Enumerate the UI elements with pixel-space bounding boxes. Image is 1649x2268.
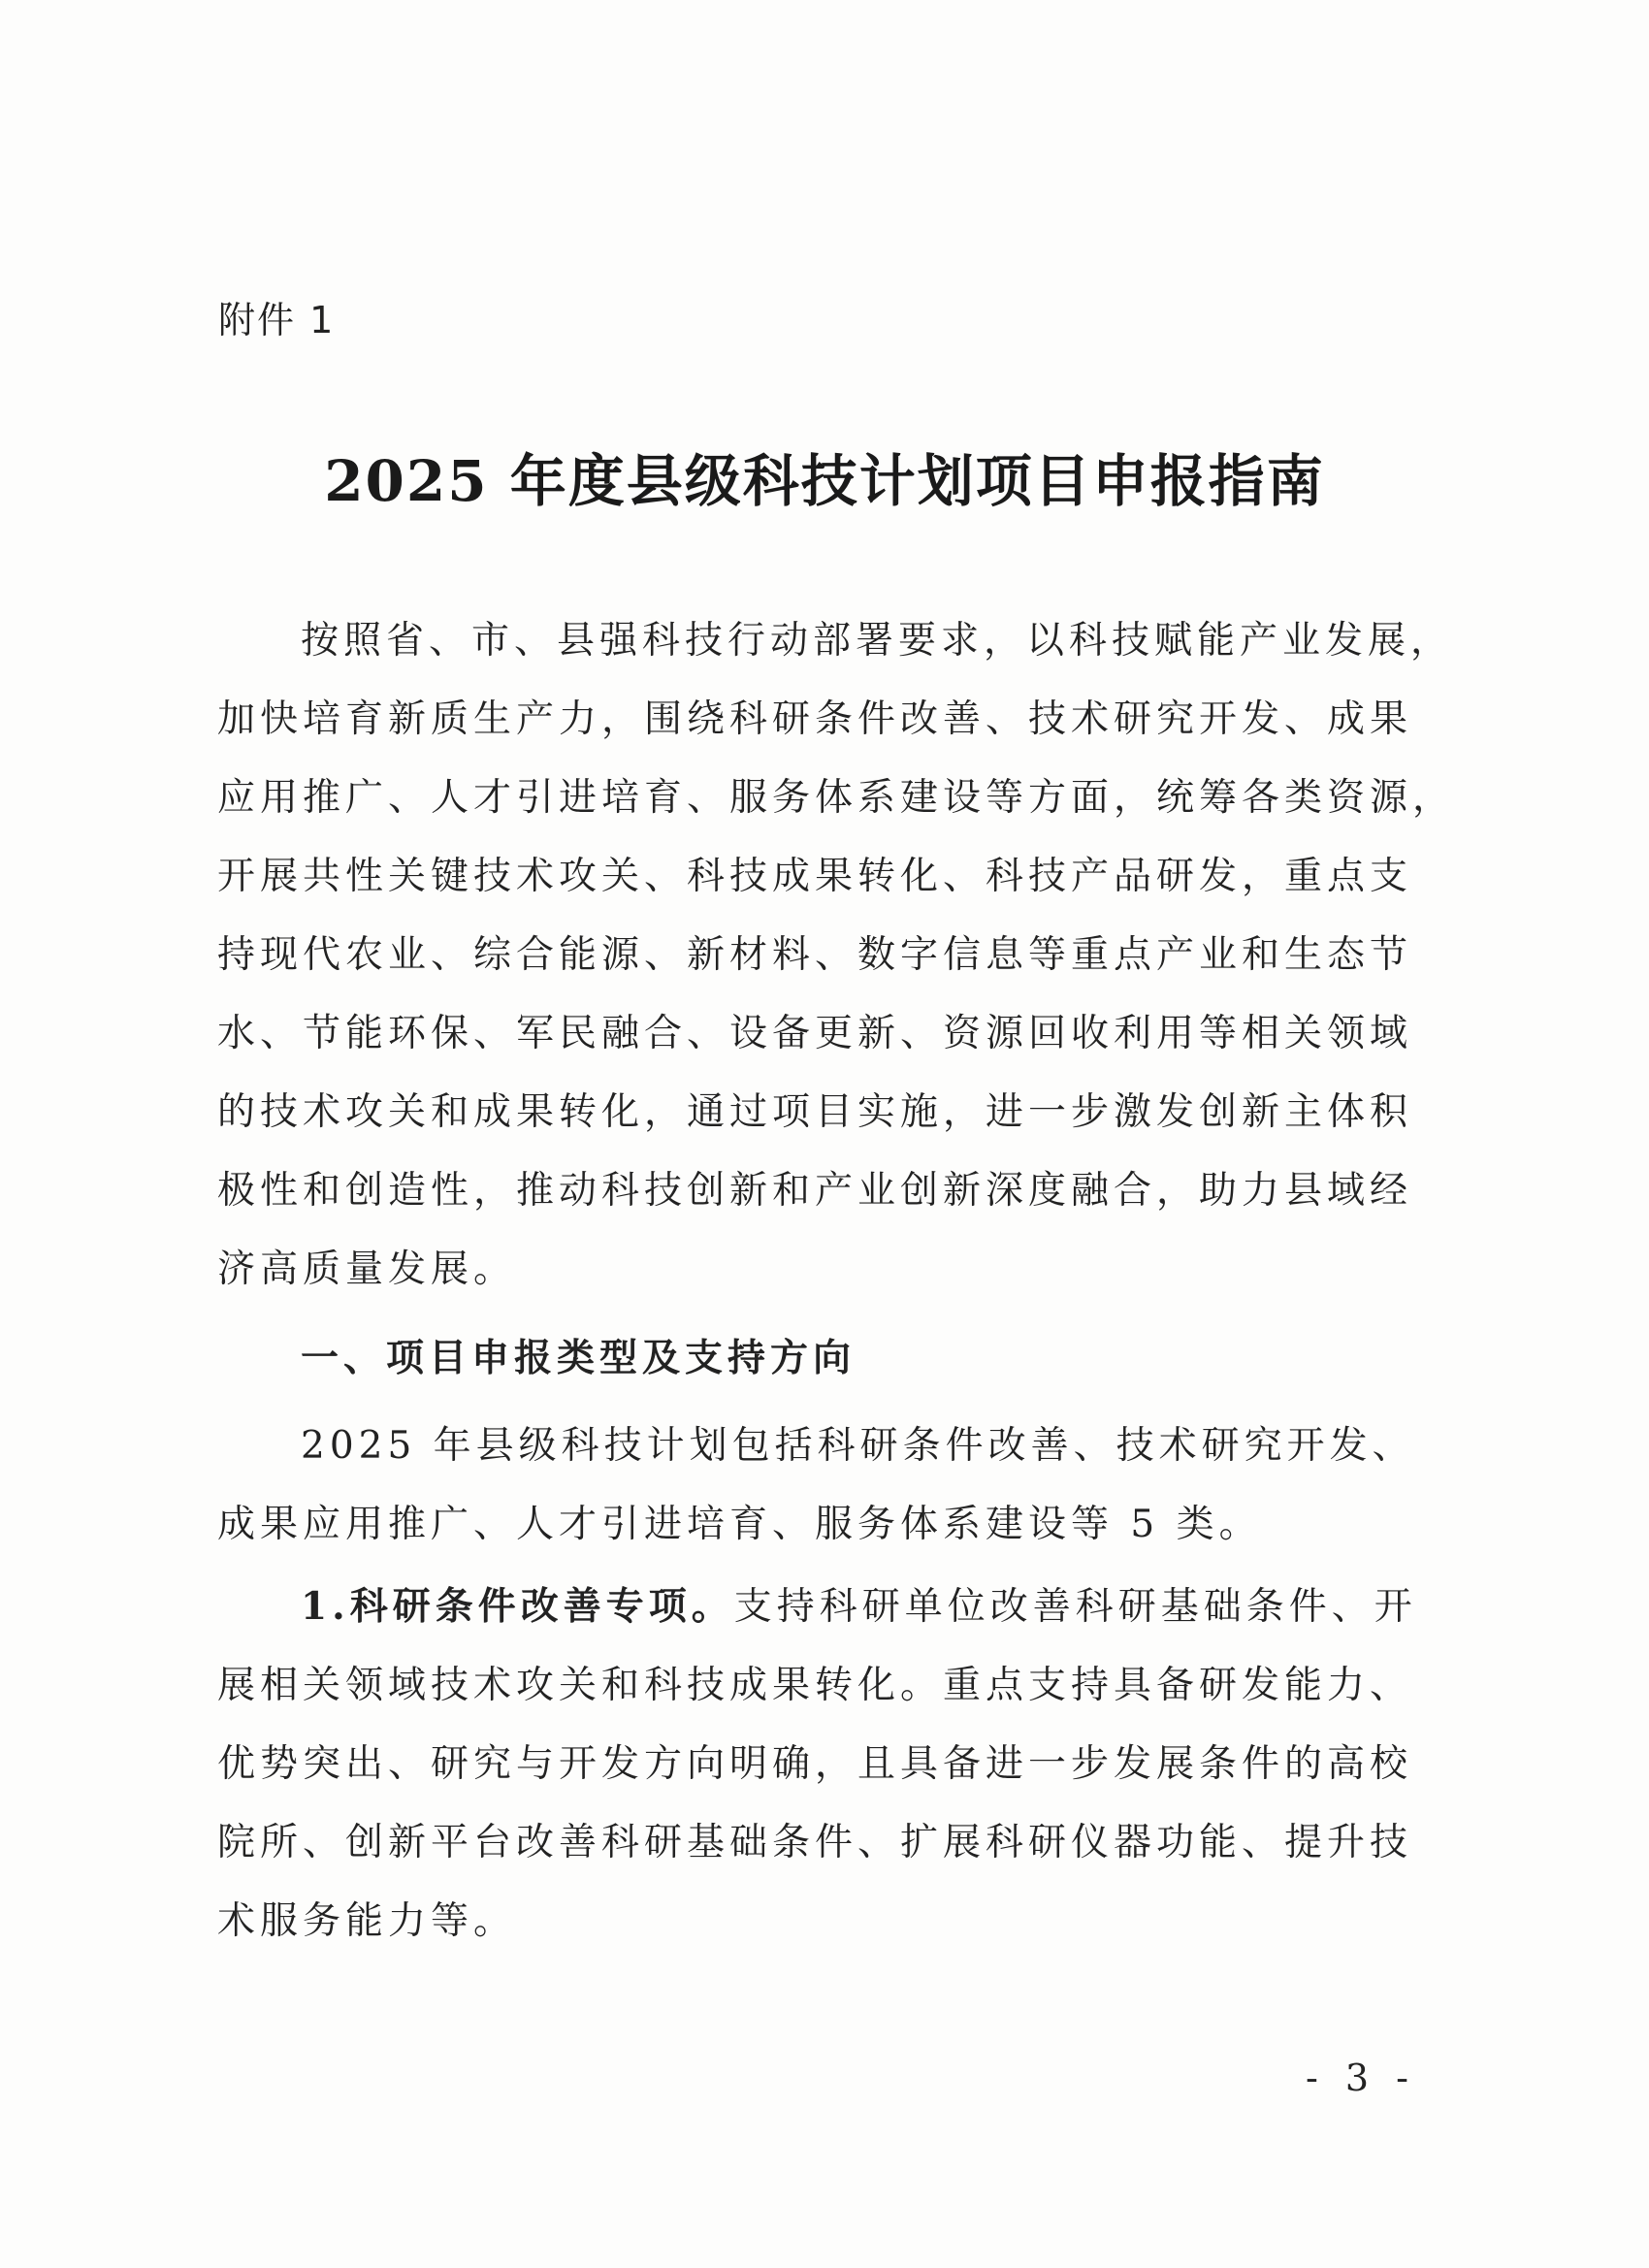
- intro-paragraph: [217, 601, 1456, 1309]
- section-heading: [217, 1319, 1420, 1398]
- intro-line: 水、节能环保、军民融合、设备更新、资源回收利用等相关领域: [217, 1012, 1413, 1055]
- item1-line: 展相关领域技术攻关和科技成果转化。重点支持具备研发能力、: [217, 1664, 1413, 1707]
- document-title: 2025 年度县级科技计划项目申报指南: [324, 448, 1325, 514]
- item1-lead: 1.科研条件改善专项。: [301, 1584, 734, 1629]
- item1-line: 院所、创新平台改善科研基础条件、扩展科研仪器功能、提升技: [217, 1821, 1413, 1864]
- item1-line: 术服务能力等。: [217, 1899, 517, 1943]
- section1-line: 2025 年县级科技计划包括科研条件改善、技术研究开发、: [301, 1424, 1415, 1468]
- intro-line: 的技术攻关和成果转化，通过项目实施，进一步激发创新主体积: [217, 1090, 1413, 1134]
- section1-paragraph: [217, 1407, 1420, 1564]
- intro-line: 加快培育新质生产力，围绕科研条件改善、技术研究开发、成果: [217, 697, 1413, 741]
- item1-line: 优势突出、研究与开发方向明确，且具备进一步发展条件的高校: [217, 1742, 1413, 1786]
- intro-line: 极性和创造性，推动科技创新和产业创新深度融合，助力县域经: [217, 1169, 1413, 1213]
- section-heading-text: 一、项目申报类型及支持方向: [301, 1337, 857, 1380]
- item1-first-line: [217, 1568, 1420, 1646]
- intro-line: 济高质量发展。: [217, 1247, 517, 1291]
- item1-first-rest: 支持科研单位改善科研基础条件、开: [733, 1585, 1417, 1629]
- attachment-label: 附件 1: [218, 299, 336, 341]
- item1-paragraph: [217, 1568, 1420, 1960]
- page-number: - 3 -: [1305, 2057, 1416, 2099]
- section1-line: 成果应用推广、人才引进培育、服务体系建设等 5 类。: [217, 1503, 1262, 1546]
- intro-line: 开展共性关键技术攻关、科技成果转化、科技产品研发，重点支: [217, 855, 1413, 898]
- intro-line: 持现代农业、综合能源、新材料、数字信息等重点产业和生态节: [217, 933, 1413, 977]
- intro-line: 应用推广、人才引进培育、服务体系建设等方面，统筹各类资源，: [217, 776, 1456, 820]
- intro-line: 按照省、市、县强科技行动部署要求，以科技赋能产业发展，: [301, 619, 1454, 663]
